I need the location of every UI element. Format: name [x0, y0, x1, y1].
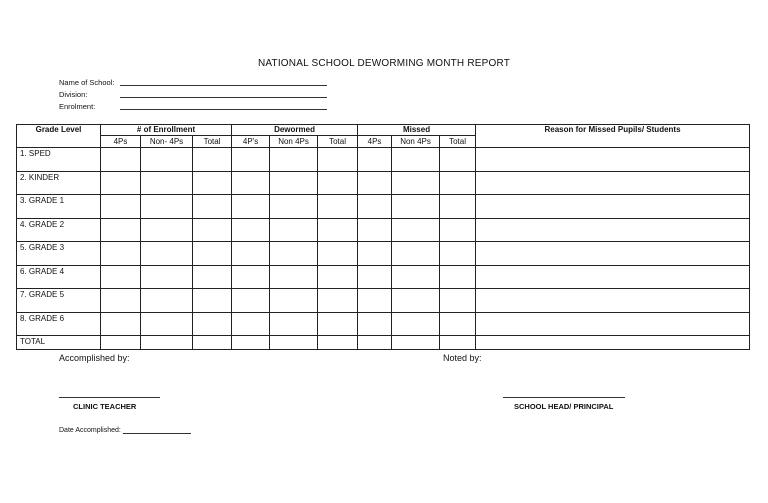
- table-cell[interactable]: [358, 265, 392, 289]
- table-cell[interactable]: [101, 148, 141, 172]
- table-cell[interactable]: [101, 289, 141, 313]
- table-cell[interactable]: [193, 289, 232, 313]
- table-cell[interactable]: [358, 312, 392, 336]
- table-cell[interactable]: [101, 265, 141, 289]
- enrollment-group-header: # of Enrollment: [101, 125, 232, 136]
- table-cell[interactable]: [270, 218, 318, 242]
- table-cell[interactable]: [141, 171, 193, 195]
- table-cell[interactable]: [193, 312, 232, 336]
- table-cell[interactable]: [392, 195, 440, 219]
- table-cell[interactable]: [101, 336, 141, 350]
- missed-group-header: Missed: [358, 125, 476, 136]
- table-cell[interactable]: [318, 289, 358, 313]
- deworming-report-table: [16, 124, 750, 350]
- table-cell[interactable]: [141, 242, 193, 266]
- table-cell[interactable]: [476, 242, 750, 266]
- table-cell[interactable]: [476, 312, 750, 336]
- noted-by-label: Noted by:: [443, 353, 482, 363]
- table-cell[interactable]: [101, 195, 141, 219]
- table-cell[interactable]: [193, 242, 232, 266]
- grade-label: 7. GRADE 5: [17, 289, 101, 313]
- table-cell[interactable]: [392, 289, 440, 313]
- table-cell[interactable]: [392, 242, 440, 266]
- table-cell[interactable]: [101, 242, 141, 266]
- table-cell[interactable]: [232, 312, 270, 336]
- dewormed-non4ps-header: Non 4Ps: [270, 136, 318, 148]
- table-cell[interactable]: [392, 218, 440, 242]
- table-cell[interactable]: [440, 265, 476, 289]
- table-cell[interactable]: [440, 148, 476, 172]
- table-cell[interactable]: [318, 148, 358, 172]
- table-cell[interactable]: [232, 289, 270, 313]
- table-cell[interactable]: [318, 195, 358, 219]
- grade-label: 8. GRADE 6: [17, 312, 101, 336]
- missed-total-header: Total: [440, 136, 476, 148]
- table-cell[interactable]: [476, 265, 750, 289]
- school-name-field[interactable]: [120, 77, 327, 86]
- table-cell[interactable]: [440, 195, 476, 219]
- date-accomplished-label: Date Accomplished:: [59, 427, 121, 434]
- table-cell[interactable]: [270, 242, 318, 266]
- table-cell[interactable]: [358, 195, 392, 219]
- table-cell[interactable]: [318, 218, 358, 242]
- table-row: [17, 218, 750, 242]
- table-cell[interactable]: [358, 242, 392, 266]
- enrolment-label: Enrolment:: [59, 102, 96, 111]
- table-cell[interactable]: [193, 265, 232, 289]
- grade-label: 3. GRADE 1: [17, 195, 101, 219]
- table-row: [17, 195, 750, 219]
- table-cell[interactable]: [193, 218, 232, 242]
- table-cell[interactable]: [141, 195, 193, 219]
- table-cell[interactable]: [440, 242, 476, 266]
- table-cell[interactable]: [392, 148, 440, 172]
- table-cell[interactable]: [232, 195, 270, 219]
- dewormed-4ps-header: 4P's: [232, 136, 270, 148]
- table-cell[interactable]: [318, 265, 358, 289]
- table-cell[interactable]: [440, 289, 476, 313]
- grade-label: 6. GRADE 4: [17, 265, 101, 289]
- table-cell[interactable]: [440, 218, 476, 242]
- table-cell[interactable]: [141, 265, 193, 289]
- table-cell[interactable]: [440, 312, 476, 336]
- missed-4ps-header: 4Ps: [358, 136, 392, 148]
- enrolment-field[interactable]: [120, 101, 327, 110]
- table-cell[interactable]: [476, 289, 750, 313]
- table-cell[interactable]: [193, 336, 232, 350]
- table-row: [17, 242, 750, 266]
- table-cell[interactable]: [232, 242, 270, 266]
- table-cell[interactable]: [101, 171, 141, 195]
- table-cell[interactable]: [193, 148, 232, 172]
- enrollment-non4ps-header: Non- 4Ps: [141, 136, 193, 148]
- table-cell[interactable]: [318, 171, 358, 195]
- table-row: [17, 265, 750, 289]
- table-cell[interactable]: [270, 148, 318, 172]
- table-cell[interactable]: [440, 336, 476, 350]
- enrollment-total-header: Total: [193, 136, 232, 148]
- clinic-teacher-title: CLINIC TEACHER: [73, 402, 137, 411]
- date-accomplished-row: [59, 426, 191, 434]
- table-cell[interactable]: [440, 171, 476, 195]
- table-cell[interactable]: [270, 289, 318, 313]
- grade-label: 1. SPED: [17, 148, 101, 172]
- table-cell[interactable]: [141, 218, 193, 242]
- division-field[interactable]: [120, 89, 327, 98]
- table-cell[interactable]: [101, 312, 141, 336]
- table-row: [17, 148, 750, 172]
- table-cell[interactable]: [232, 265, 270, 289]
- reason-header: Reason for Missed Pupils/ Students: [476, 125, 750, 148]
- table-cell[interactable]: [476, 336, 750, 350]
- table-cell[interactable]: [476, 218, 750, 242]
- dewormed-total-header: Total: [318, 136, 358, 148]
- table-cell[interactable]: [141, 148, 193, 172]
- table-cell[interactable]: [232, 171, 270, 195]
- total-label: TOTAL: [17, 336, 101, 350]
- table-cell[interactable]: [318, 336, 358, 350]
- school-head-title: SCHOOL HEAD/ PRINCIPAL: [514, 402, 614, 411]
- table-cell[interactable]: [392, 265, 440, 289]
- grade-label: 5. GRADE 3: [17, 242, 101, 266]
- table-cell[interactable]: [232, 148, 270, 172]
- table-cell[interactable]: [476, 171, 750, 195]
- division-label: Division:: [59, 90, 88, 99]
- table-cell[interactable]: [476, 195, 750, 219]
- table-cell[interactable]: [232, 336, 270, 350]
- table-cell[interactable]: [318, 312, 358, 336]
- table-row: [17, 312, 750, 336]
- table-cell[interactable]: [141, 289, 193, 313]
- table-cell[interactable]: [270, 195, 318, 219]
- grade-label: 4. GRADE 2: [17, 218, 101, 242]
- table-cell[interactable]: [270, 265, 318, 289]
- table-cell[interactable]: [358, 289, 392, 313]
- table-cell[interactable]: [392, 171, 440, 195]
- table-cell[interactable]: [232, 218, 270, 242]
- table-cell[interactable]: [193, 195, 232, 219]
- table-cell[interactable]: [318, 242, 358, 266]
- table-cell[interactable]: [358, 336, 392, 350]
- date-accomplished-field[interactable]: [123, 426, 191, 434]
- table-cell[interactable]: [270, 312, 318, 336]
- grade-label: 2. KINDER: [17, 171, 101, 195]
- table-cell[interactable]: [270, 171, 318, 195]
- table-cell[interactable]: [358, 171, 392, 195]
- school-head-signature-line[interactable]: [503, 397, 625, 398]
- table-cell[interactable]: [392, 336, 440, 350]
- report-title: NATIONAL SCHOOL DEWORMING MONTH REPORT: [257, 58, 511, 69]
- table-row: [17, 171, 750, 195]
- clinic-teacher-signature-line[interactable]: [59, 397, 160, 398]
- accomplished-by-label: Accomplished by:: [59, 353, 130, 363]
- school-name-label: Name of School:: [59, 78, 115, 87]
- table-cell[interactable]: [141, 312, 193, 336]
- table-cell[interactable]: [270, 336, 318, 350]
- table-row: [17, 289, 750, 313]
- table-cell[interactable]: [141, 336, 193, 350]
- table-cell[interactable]: [358, 218, 392, 242]
- table-cell[interactable]: [193, 171, 232, 195]
- grade-level-header: Grade Level: [17, 125, 101, 148]
- table-cell[interactable]: [476, 148, 750, 172]
- missed-non4ps-header: Non 4Ps: [392, 136, 440, 148]
- table-cell[interactable]: [358, 148, 392, 172]
- table-cell[interactable]: [101, 218, 141, 242]
- total-row: [17, 336, 750, 350]
- enrollment-4ps-header: 4Ps: [101, 136, 141, 148]
- table-cell[interactable]: [392, 312, 440, 336]
- dewormed-group-header: Dewormed: [232, 125, 358, 136]
